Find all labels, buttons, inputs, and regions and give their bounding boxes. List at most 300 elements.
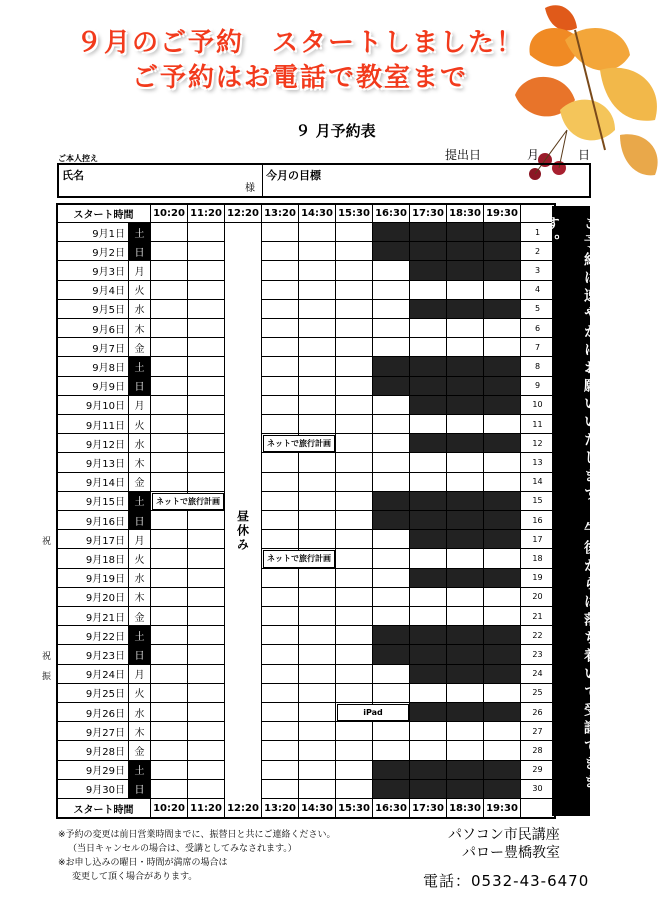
- time-slot[interactable]: [262, 338, 299, 357]
- time-slot[interactable]: [336, 607, 373, 626]
- header-time-1530: 15:30: [336, 204, 373, 223]
- time-slot: [373, 377, 410, 396]
- weekday-cell: 日: [129, 780, 151, 799]
- time-slot[interactable]: [151, 261, 188, 280]
- time-slot[interactable]: [151, 665, 188, 684]
- time-slot[interactable]: [299, 722, 336, 741]
- time-slot[interactable]: [151, 588, 188, 607]
- weekday-cell: 月: [129, 396, 151, 415]
- time-slot[interactable]: [151, 319, 188, 338]
- time-slot[interactable]: [299, 396, 336, 415]
- time-slot[interactable]: [299, 261, 336, 280]
- time-slot[interactable]: [336, 300, 373, 319]
- time-slot[interactable]: [484, 588, 521, 607]
- time-slot[interactable]: [336, 741, 373, 760]
- time-slot: [410, 434, 447, 453]
- footer-time-1020: 10:20: [151, 799, 188, 818]
- time-slot[interactable]: [299, 300, 336, 319]
- time-slot[interactable]: [299, 415, 336, 434]
- time-slot: [373, 645, 410, 664]
- time-slot[interactable]: [262, 607, 299, 626]
- time-slot[interactable]: [336, 761, 373, 780]
- time-slot[interactable]: [336, 665, 373, 684]
- time-slot: [410, 626, 447, 645]
- time-slot[interactable]: [188, 338, 225, 357]
- time-slot: [447, 261, 484, 280]
- holiday-mark: 祝: [42, 652, 52, 663]
- header-time-1930: 19:30: [484, 204, 521, 223]
- time-slot[interactable]: [373, 722, 410, 741]
- row-number: 5: [521, 300, 555, 319]
- time-slot[interactable]: [188, 741, 225, 760]
- time-slot[interactable]: [188, 453, 225, 472]
- time-slot[interactable]: [410, 281, 447, 300]
- time-slot[interactable]: [299, 511, 336, 530]
- row-number: 15: [521, 492, 555, 511]
- time-slot[interactable]: [262, 722, 299, 741]
- time-slot: [410, 357, 447, 376]
- time-slot[interactable]: [410, 473, 447, 492]
- time-slot[interactable]: [336, 511, 373, 530]
- time-slot[interactable]: [151, 741, 188, 760]
- time-slot[interactable]: [262, 300, 299, 319]
- time-slot[interactable]: [410, 741, 447, 760]
- header-time-1430: 14:30: [299, 204, 336, 223]
- row-number: 16: [521, 511, 555, 530]
- row-number: 27: [521, 722, 555, 741]
- header-time-1220: 12:20: [225, 204, 262, 223]
- time-slot[interactable]: [410, 453, 447, 472]
- time-slot[interactable]: [188, 415, 225, 434]
- date-cell: 9月15日: [57, 492, 129, 511]
- time-slot[interactable]: [188, 549, 225, 568]
- time-slot[interactable]: [447, 549, 484, 568]
- time-slot[interactable]: [151, 357, 188, 376]
- event-label: ネットで旅行計画: [263, 435, 335, 452]
- time-slot: [447, 242, 484, 261]
- header-time-1830: 18:30: [447, 204, 484, 223]
- time-slot[interactable]: [151, 242, 188, 261]
- time-slot[interactable]: [373, 453, 410, 472]
- banner-line-1: ９月のご予約 スタートしました！: [75, 28, 524, 58]
- time-slot: [410, 511, 447, 530]
- time-slot[interactable]: [336, 453, 373, 472]
- header-start-time-label: スタート時間: [57, 204, 151, 223]
- time-slot[interactable]: [299, 626, 336, 645]
- time-slot[interactable]: [336, 473, 373, 492]
- time-slot[interactable]: [373, 319, 410, 338]
- time-slot[interactable]: [188, 607, 225, 626]
- time-slot: [484, 645, 521, 664]
- weekday-cell: 土: [129, 357, 151, 376]
- time-slot[interactable]: [299, 569, 336, 588]
- time-slot[interactable]: [262, 281, 299, 300]
- time-slot[interactable]: [410, 549, 447, 568]
- time-slot[interactable]: [373, 684, 410, 703]
- time-slot[interactable]: [299, 761, 336, 780]
- time-slot[interactable]: [336, 530, 373, 549]
- lunch-break-label: 昼休み: [235, 510, 250, 552]
- holiday-mark: 祝: [42, 537, 52, 548]
- time-slot[interactable]: [188, 223, 225, 242]
- time-slot[interactable]: [336, 242, 373, 261]
- time-slot[interactable]: [373, 396, 410, 415]
- time-slot[interactable]: [299, 703, 336, 722]
- time-slot[interactable]: [447, 415, 484, 434]
- time-slot[interactable]: [373, 549, 410, 568]
- time-slot[interactable]: [262, 261, 299, 280]
- time-slot[interactable]: [188, 569, 225, 588]
- time-slot[interactable]: [299, 377, 336, 396]
- time-slot[interactable]: [336, 626, 373, 645]
- time-slot[interactable]: [299, 492, 336, 511]
- time-slot[interactable]: [262, 242, 299, 261]
- weekday-cell: 月: [129, 665, 151, 684]
- time-slot[interactable]: [336, 338, 373, 357]
- time-slot[interactable]: [373, 281, 410, 300]
- time-slot: [447, 223, 484, 242]
- time-slot[interactable]: [299, 357, 336, 376]
- time-slot[interactable]: [151, 722, 188, 741]
- time-slot[interactable]: [151, 415, 188, 434]
- time-slot[interactable]: [262, 569, 299, 588]
- row-number: 25: [521, 684, 555, 703]
- row-number: 19: [521, 569, 555, 588]
- time-slot: [447, 434, 484, 453]
- time-slot[interactable]: [336, 549, 373, 568]
- time-slot[interactable]: [188, 703, 225, 722]
- time-slot[interactable]: [410, 319, 447, 338]
- weekday-cell: 金: [129, 741, 151, 760]
- time-slot[interactable]: [151, 684, 188, 703]
- row-number: 1: [521, 223, 555, 242]
- time-slot[interactable]: [336, 588, 373, 607]
- banner-line-2: ご予約はお電話で教室まで: [131, 63, 468, 93]
- time-slot[interactable]: [336, 281, 373, 300]
- time-slot[interactable]: [151, 626, 188, 645]
- phone-number: 電話：0532-43-6470: [423, 872, 590, 890]
- time-slot[interactable]: [484, 741, 521, 760]
- date-cell: 9月12日: [57, 434, 129, 453]
- time-slot[interactable]: [188, 626, 225, 645]
- time-slot[interactable]: [299, 473, 336, 492]
- time-slot[interactable]: [336, 645, 373, 664]
- time-slot[interactable]: [188, 665, 225, 684]
- time-slot[interactable]: [299, 319, 336, 338]
- time-slot[interactable]: [299, 645, 336, 664]
- footer-time-1930: 19:30: [484, 799, 521, 818]
- header-time-1120: 11:20: [188, 204, 225, 223]
- time-slot[interactable]: [484, 338, 521, 357]
- footer-time-1430: 14:30: [299, 799, 336, 818]
- time-slot[interactable]: [151, 300, 188, 319]
- time-slot[interactable]: [336, 377, 373, 396]
- copy-label: ご本人控え: [58, 154, 98, 163]
- time-slot[interactable]: [447, 319, 484, 338]
- time-slot[interactable]: [262, 761, 299, 780]
- time-slot[interactable]: [299, 780, 336, 799]
- time-slot[interactable]: [373, 300, 410, 319]
- footer-time-1320: 13:20: [262, 799, 299, 818]
- time-slot: [410, 223, 447, 242]
- time-slot: [447, 300, 484, 319]
- time-slot[interactable]: [188, 357, 225, 376]
- time-slot[interactable]: [262, 377, 299, 396]
- time-slot[interactable]: [262, 703, 299, 722]
- time-slot[interactable]: [373, 473, 410, 492]
- date-cell: 9月11日: [57, 415, 129, 434]
- time-slot[interactable]: [336, 492, 373, 511]
- time-slot[interactable]: [262, 626, 299, 645]
- time-slot[interactable]: [188, 530, 225, 549]
- time-slot[interactable]: [262, 684, 299, 703]
- time-slot[interactable]: [299, 588, 336, 607]
- time-slot[interactable]: [299, 453, 336, 472]
- time-slot[interactable]: [410, 415, 447, 434]
- time-slot[interactable]: [188, 722, 225, 741]
- time-slot[interactable]: [151, 530, 188, 549]
- time-slot[interactable]: [151, 645, 188, 664]
- date-cell: 9月19日: [57, 569, 129, 588]
- row-number: 7: [521, 338, 555, 357]
- time-slot[interactable]: [299, 684, 336, 703]
- time-slot[interactable]: [262, 319, 299, 338]
- time-slot[interactable]: [484, 607, 521, 626]
- time-slot[interactable]: [151, 511, 188, 530]
- row-number: 11: [521, 415, 555, 434]
- time-slot: [484, 261, 521, 280]
- time-slot[interactable]: [299, 242, 336, 261]
- time-slot[interactable]: [151, 569, 188, 588]
- time-slot[interactable]: [299, 281, 336, 300]
- time-slot[interactable]: [336, 223, 373, 242]
- time-slot[interactable]: [188, 780, 225, 799]
- sidebar-message: [544, 206, 598, 816]
- time-slot[interactable]: [484, 684, 521, 703]
- weekday-cell: 火: [129, 684, 151, 703]
- time-slot[interactable]: [188, 242, 225, 261]
- time-slot: [410, 703, 447, 722]
- time-slot[interactable]: [188, 396, 225, 415]
- time-slot[interactable]: [151, 377, 188, 396]
- time-slot[interactable]: [299, 665, 336, 684]
- time-slot: [484, 223, 521, 242]
- holiday-mark: 振: [42, 671, 52, 682]
- time-slot[interactable]: [373, 530, 410, 549]
- time-slot: [484, 434, 521, 453]
- row-number: 20: [521, 588, 555, 607]
- time-slot[interactable]: [447, 741, 484, 760]
- time-slot[interactable]: [410, 607, 447, 626]
- time-slot[interactable]: [262, 415, 299, 434]
- time-slot[interactable]: [484, 473, 521, 492]
- time-slot[interactable]: [151, 434, 188, 453]
- time-slot[interactable]: [151, 607, 188, 626]
- header-time-1630: 16:30: [373, 204, 410, 223]
- time-slot[interactable]: [151, 780, 188, 799]
- weekday-cell: 金: [129, 607, 151, 626]
- time-slot[interactable]: [151, 223, 188, 242]
- weekday-cell: 土: [129, 223, 151, 242]
- time-slot[interactable]: [188, 761, 225, 780]
- time-slot[interactable]: [299, 607, 336, 626]
- time-slot[interactable]: [373, 569, 410, 588]
- row-number: 12: [521, 434, 555, 453]
- time-slot[interactable]: [336, 569, 373, 588]
- time-slot[interactable]: [299, 741, 336, 760]
- time-slot[interactable]: [151, 473, 188, 492]
- time-slot[interactable]: [299, 338, 336, 357]
- weekday-cell: 月: [129, 261, 151, 280]
- date-cell: 9月18日: [57, 549, 129, 568]
- time-slot: [484, 530, 521, 549]
- weekday-cell: 土: [129, 492, 151, 511]
- time-slot[interactable]: [373, 607, 410, 626]
- time-slot[interactable]: [484, 319, 521, 338]
- time-slot[interactable]: [484, 549, 521, 568]
- time-slot[interactable]: [262, 511, 299, 530]
- time-slot[interactable]: [188, 511, 225, 530]
- time-slot[interactable]: [262, 530, 299, 549]
- time-slot[interactable]: [188, 588, 225, 607]
- time-slot[interactable]: [188, 684, 225, 703]
- time-slot[interactable]: [188, 473, 225, 492]
- time-slot: [484, 492, 521, 511]
- time-slot[interactable]: [336, 684, 373, 703]
- time-slot[interactable]: [336, 261, 373, 280]
- row-number: 21: [521, 607, 555, 626]
- time-slot: [447, 357, 484, 376]
- time-slot[interactable]: [484, 415, 521, 434]
- date-cell: 9月10日: [57, 396, 129, 415]
- time-slot[interactable]: [299, 530, 336, 549]
- time-slot[interactable]: [484, 722, 521, 741]
- header-time-1320: 13:20: [262, 204, 299, 223]
- row-number: 2: [521, 242, 555, 261]
- time-slot[interactable]: [484, 281, 521, 300]
- time-slot: [484, 665, 521, 684]
- time-slot[interactable]: [188, 319, 225, 338]
- time-slot[interactable]: [373, 261, 410, 280]
- time-slot[interactable]: [373, 415, 410, 434]
- event-label: ネットで旅行計画: [263, 550, 335, 567]
- time-slot[interactable]: [262, 473, 299, 492]
- time-slot: [373, 223, 410, 242]
- row-number: 18: [521, 549, 555, 568]
- organization: [448, 826, 560, 862]
- time-slot[interactable]: [336, 415, 373, 434]
- time-slot[interactable]: [447, 607, 484, 626]
- time-slot: [410, 377, 447, 396]
- time-slot: [410, 780, 447, 799]
- time-slot[interactable]: [188, 281, 225, 300]
- time-slot[interactable]: [262, 645, 299, 664]
- time-slot[interactable]: [262, 741, 299, 760]
- row-number: 4: [521, 281, 555, 300]
- date-cell: 9月13日: [57, 453, 129, 472]
- time-slot[interactable]: [373, 665, 410, 684]
- time-slot[interactable]: [447, 453, 484, 472]
- time-slot[interactable]: [373, 588, 410, 607]
- time-slot[interactable]: [447, 281, 484, 300]
- footer-time-1630: 16:30: [373, 799, 410, 818]
- time-slot[interactable]: [336, 396, 373, 415]
- time-slot: [410, 242, 447, 261]
- time-slot[interactable]: [447, 722, 484, 741]
- time-slot[interactable]: [262, 665, 299, 684]
- header-time-1730: 17:30: [410, 204, 447, 223]
- time-slot[interactable]: [262, 453, 299, 472]
- time-slot[interactable]: [336, 319, 373, 338]
- row-number: 24: [521, 665, 555, 684]
- time-slot[interactable]: [262, 588, 299, 607]
- time-slot[interactable]: [373, 741, 410, 760]
- row-number: 23: [521, 645, 555, 664]
- time-slot: [373, 626, 410, 645]
- date-cell: 9月25日: [57, 684, 129, 703]
- time-slot[interactable]: [151, 703, 188, 722]
- weekday-cell: 日: [129, 511, 151, 530]
- submit-day-label: 日: [578, 148, 591, 162]
- time-slot[interactable]: [336, 434, 373, 453]
- time-slot[interactable]: [262, 780, 299, 799]
- time-slot[interactable]: [151, 453, 188, 472]
- date-cell: 9月22日: [57, 626, 129, 645]
- time-slot[interactable]: [262, 357, 299, 376]
- submit-month-label: 月: [527, 148, 540, 162]
- time-slot: [484, 761, 521, 780]
- time-slot[interactable]: [151, 338, 188, 357]
- time-slot[interactable]: [262, 492, 299, 511]
- time-slot[interactable]: [299, 223, 336, 242]
- note-line: ※お申し込みの曜日・時間が満席の場合は: [58, 858, 228, 868]
- time-slot[interactable]: [410, 722, 447, 741]
- time-slot[interactable]: [188, 645, 225, 664]
- weekday-cell: 火: [129, 281, 151, 300]
- date-cell: 9月21日: [57, 607, 129, 626]
- time-slot[interactable]: [410, 338, 447, 357]
- time-slot[interactable]: [410, 684, 447, 703]
- time-slot[interactable]: [484, 453, 521, 472]
- time-slot[interactable]: [188, 377, 225, 396]
- row-number: 10: [521, 396, 555, 415]
- time-slot[interactable]: [188, 434, 225, 453]
- time-slot[interactable]: [447, 338, 484, 357]
- time-slot[interactable]: [151, 549, 188, 568]
- time-slot[interactable]: [151, 281, 188, 300]
- time-slot[interactable]: [336, 780, 373, 799]
- row-number: 13: [521, 453, 555, 472]
- time-slot[interactable]: [373, 434, 410, 453]
- time-slot: [410, 665, 447, 684]
- time-slot[interactable]: [262, 396, 299, 415]
- time-slot[interactable]: [336, 357, 373, 376]
- time-slot: [410, 761, 447, 780]
- time-slot[interactable]: [336, 722, 373, 741]
- time-slot[interactable]: [447, 588, 484, 607]
- time-slot[interactable]: [447, 473, 484, 492]
- time-slot: [447, 569, 484, 588]
- time-slot[interactable]: [262, 223, 299, 242]
- time-slot[interactable]: [447, 684, 484, 703]
- time-slot[interactable]: [188, 300, 225, 319]
- time-slot[interactable]: [188, 261, 225, 280]
- time-slot[interactable]: [373, 338, 410, 357]
- row-number: 6: [521, 319, 555, 338]
- time-slot[interactable]: [410, 588, 447, 607]
- time-slot[interactable]: [151, 761, 188, 780]
- time-slot[interactable]: [151, 396, 188, 415]
